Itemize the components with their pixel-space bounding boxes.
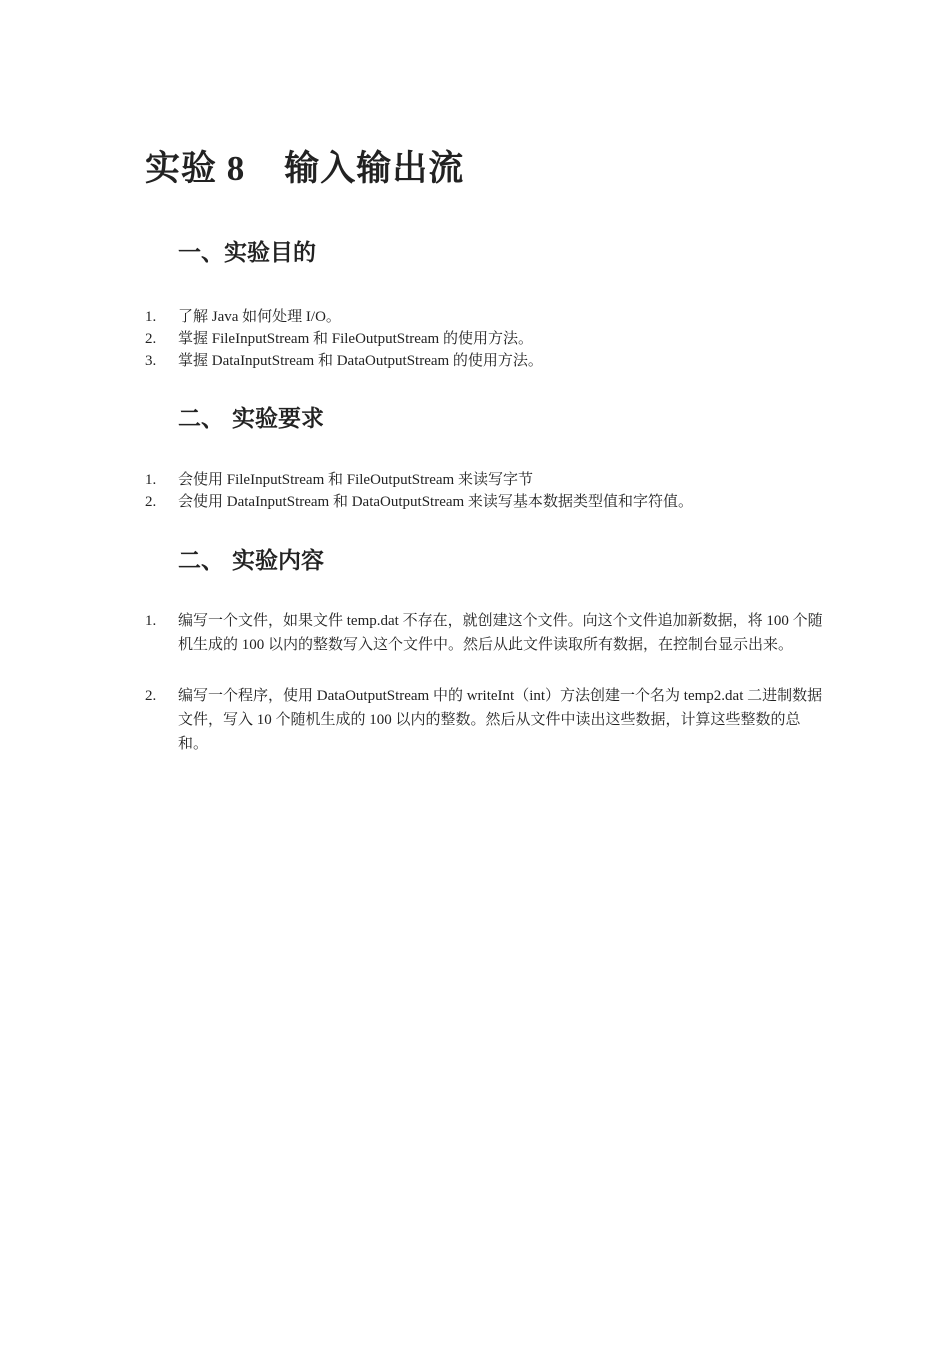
list-item-text: 会使用 FileInputStream 和 FileOutputStream 来读写字节: [178, 472, 533, 488]
list-item-text: 编写一个文件，如果文件 temp.dat 不存在，就创建这个文件。向这个文件追加新数据，将 100 个随机生成的 100 以内的整数写入这个文件中。然后从此文件读取所有数据，在控制台显示出来。: [178, 613, 823, 653]
content-list: [145, 609, 825, 756]
list-item-number: 2.: [145, 494, 157, 510]
list-item: [145, 609, 825, 657]
list-item-text: 编写一个程序，使用 DataOutputStream 中的 writeInt（int）方法创建一个名为 temp2.dat 二进制数据文件，写入 10 个随机生成的 100 以内的整数。然后从文件中读出这些数据，计算这些整数的总和。: [178, 688, 823, 752]
requirements-list: [145, 469, 825, 513]
document-title: 实验 8 输入输出流: [145, 149, 465, 188]
list-item-number: 3.: [145, 353, 157, 369]
list-item-text: 会使用 DataInputStream 和 DataOutputStream 来读写基本数据类型值和字符值。: [178, 494, 693, 510]
list-item-number: 2.: [145, 688, 157, 704]
list-item-number: 1.: [145, 613, 157, 629]
list-item-number: 1.: [145, 309, 157, 325]
purpose-list: [145, 306, 825, 372]
list-item-text: 掌握 FileInputStream 和 FileOutputStream 的使用方法。: [178, 331, 533, 347]
section-heading-content: 二、 实验内容: [178, 548, 325, 574]
list-item: [145, 684, 825, 756]
list-item: [145, 328, 825, 350]
list-item-number: 2.: [145, 331, 157, 347]
list-item: [145, 491, 825, 513]
list-item: [145, 469, 825, 491]
list-item-number: 1.: [145, 472, 157, 488]
section-heading-purpose: 一、实验目的: [178, 240, 316, 266]
list-item: [145, 350, 825, 372]
list-item-text: 掌握 DataInputStream 和 DataOutputStream 的使用方法。: [178, 353, 543, 369]
list-item: [145, 306, 825, 328]
section-heading-requirements: 二、 实验要求: [178, 406, 325, 432]
list-item-text: 了解 Java 如何处理 I/O。: [178, 309, 341, 325]
